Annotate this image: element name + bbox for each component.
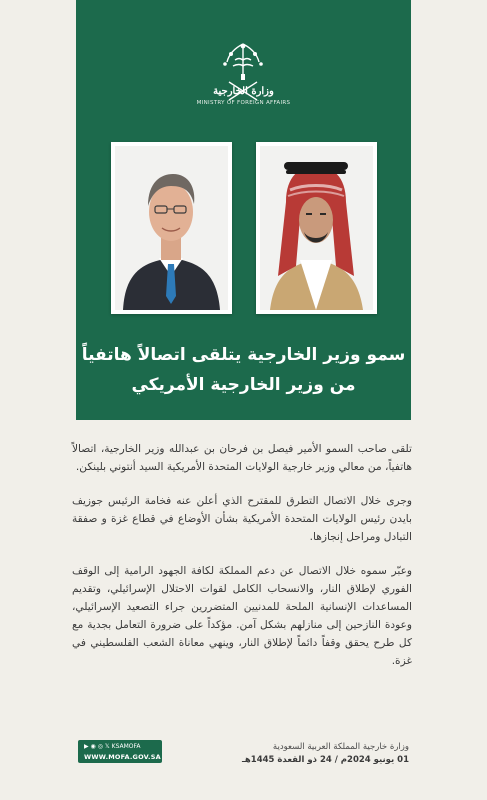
- ministry-name-arabic: وزارة الخارجية: [213, 86, 274, 97]
- website-link[interactable]: WWW.MOFA.GOV.SA: [84, 753, 161, 761]
- hero-banner: [76, 0, 411, 420]
- x-icon[interactable]: 𝕏: [104, 743, 110, 750]
- portrait-us-secretary-image: [115, 146, 228, 310]
- social-icons-row: [84, 743, 141, 750]
- ministry-full-name: وزارة خارجية المملكة العربية السعودية: [272, 742, 409, 752]
- portrait-us-secretary: [111, 142, 232, 314]
- paragraph-3: وعبّر سموه خلال الاتصال عن دعم المملكة لكافة الجهود الرامية إلى الوقف الفوري لإطلاق النار، والانسحاب الكامل لقوات الاحتلال الإسرائيلي، وتقديم المساعدات الإنسانية الملحة للمدنيين المتضررين جراء التصعيد الإسرائيلي، وعودة النازحين إلى منازلهم بشكل آمن. مؤكداً على ضرورة التعامل بجدية مع كل طرح يحقق وقفاً دائماً لإطلاق النار، وينهي معاناة الشعب الفلسطيني في غزة.: [72, 565, 412, 667]
- publication-date: 01 يونيو 2024م / 24 ذو القعدة 1445هـ: [241, 755, 409, 765]
- article-body: [72, 440, 412, 686]
- portrait-saudi-minister-image: [260, 146, 373, 310]
- footer-info: [239, 741, 409, 767]
- headline: [76, 340, 411, 400]
- social-badge[interactable]: [78, 740, 162, 763]
- paragraph-2: وجرى خلال الاتصال التطرق للمقترح الذي أعلن عنه فخامة الرئيس جوزيف بايدن رئيس الولايات المتحدة الأمريكية بشأن الأوضاع في قطاع غزة و صفقة التبادل ومراحل إنجازها.: [72, 495, 412, 543]
- headline-line-1: سمو وزير الخارجية يتلقى اتصالاً هاتفياً: [81, 345, 406, 365]
- emblem-icon: [207, 38, 279, 108]
- camera-icon[interactable]: ◉: [90, 743, 96, 750]
- ministry-name-english: MINISTRY OF FOREIGN AFFAIRS: [196, 100, 291, 106]
- social-handle: KSAMOFA: [111, 743, 141, 750]
- headline-line-2: من وزير الخارجية الأمريكي: [131, 375, 356, 395]
- instagram-icon[interactable]: ◎: [97, 743, 103, 750]
- youtube-icon[interactable]: ▶: [84, 743, 89, 750]
- portrait-saudi-minister: [256, 142, 377, 314]
- paragraph-1: تلقى صاحب السمو الأمير فيصل بن فرحان بن عبدالله وزير الخارجية، اتصالاً هاتفياً، من معالي وزير خارجية الولايات المتحدة الأمريكية السيد أنتوني بلينكن.: [72, 443, 412, 473]
